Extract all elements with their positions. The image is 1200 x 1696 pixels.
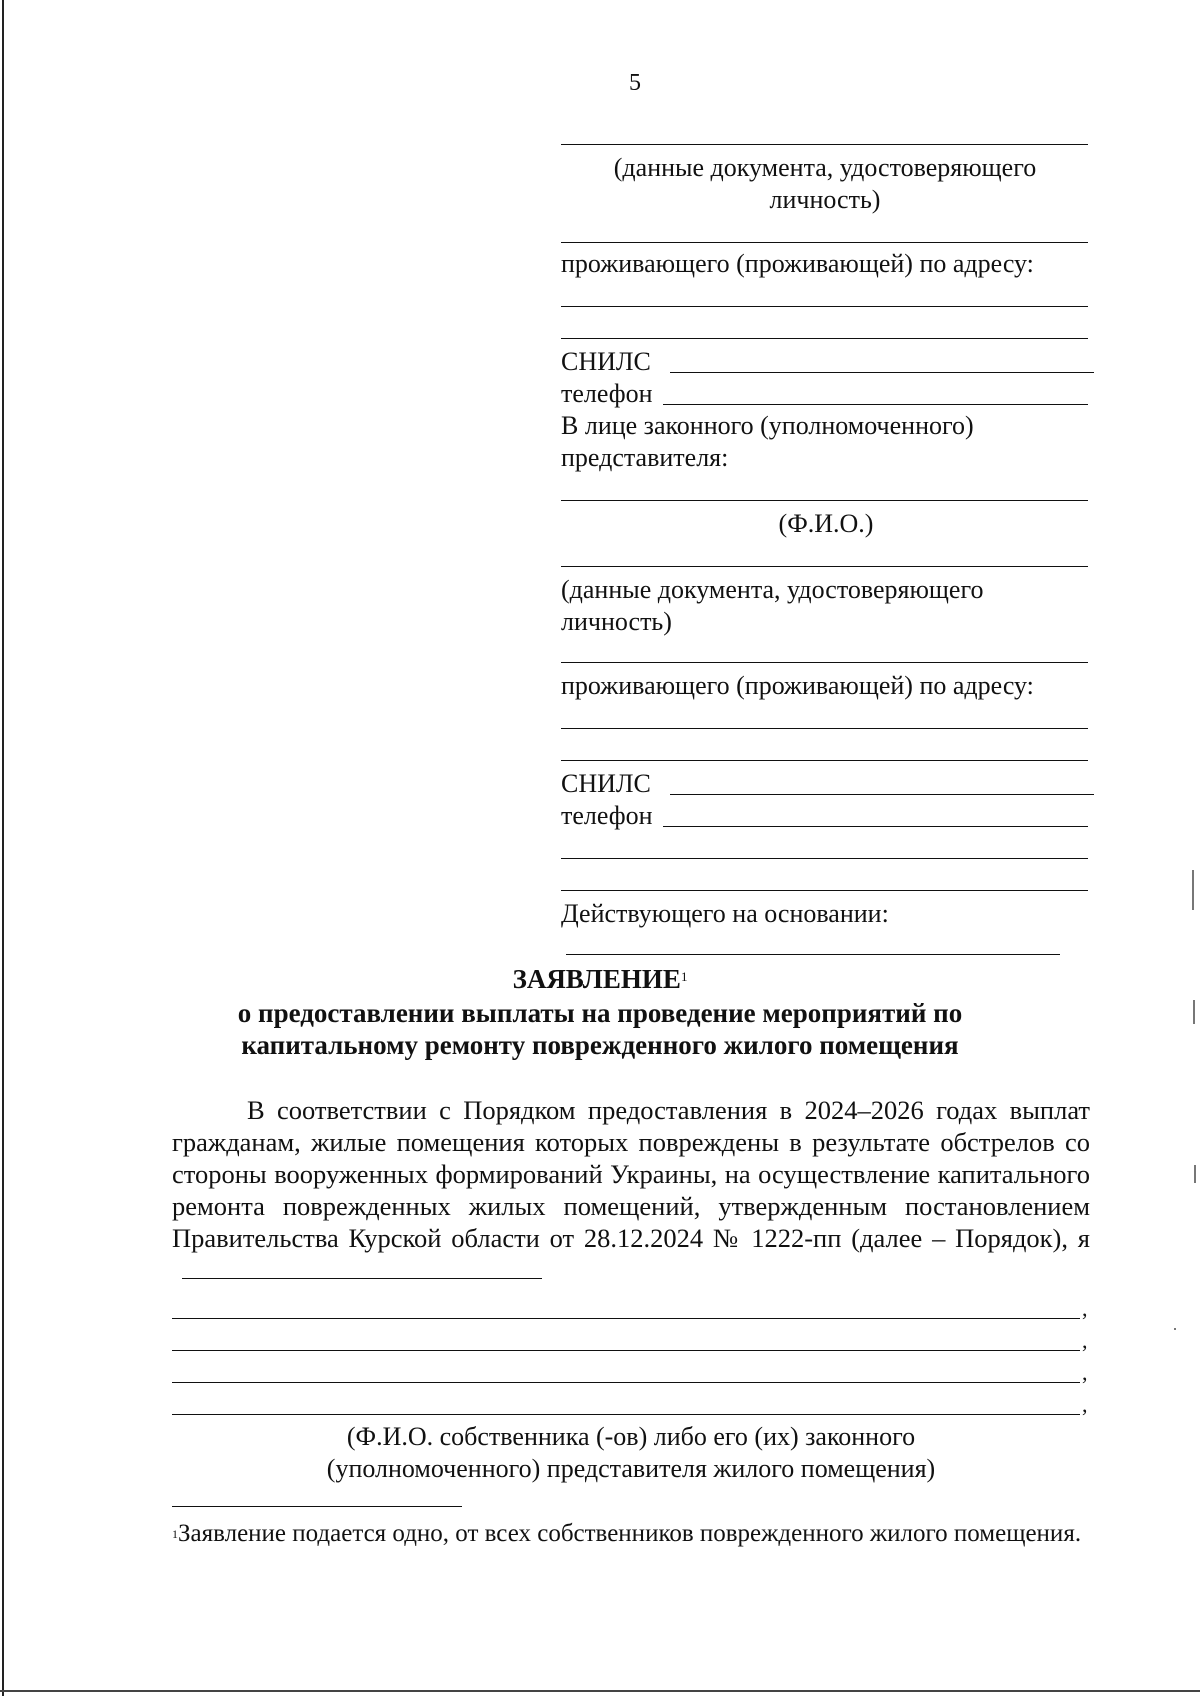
footnote-mark: 1 (172, 1527, 178, 1541)
title-footnote-mark: 1 (680, 969, 688, 984)
applicant-snils-label: СНИЛС (561, 347, 651, 376)
scan-speck (1174, 1328, 1176, 1330)
fill-line-representative-fio (561, 500, 1088, 501)
applicant-id-doc-caption: (данные документа, удостоверяющего личность) (613, 153, 1037, 214)
scan-edge-bottom (0, 1690, 1200, 1692)
owner-fill-line-4-comma: , (1082, 1392, 1088, 1417)
owner-fill-line-2-comma: , (1082, 1328, 1088, 1353)
applicant-phone-label: телефон (561, 379, 653, 408)
owner-fill-line-3 (172, 1382, 1080, 1383)
fill-line-applicant-address-2 (561, 338, 1088, 339)
document-subtitle-line-2: капитальному ремонту поврежденного жилого помещения (241, 1030, 959, 1060)
applicant-snils-line (670, 372, 1094, 373)
footnote (172, 1518, 1090, 1550)
document-subtitle-line-1: о предоставлении выплаты на проведение мероприятий по (237, 998, 963, 1028)
footnote-text: Заявление подается одно, от всех собственников поврежденного жилого помещения. (178, 1520, 1082, 1547)
applicant-phone-line (663, 404, 1088, 405)
owner-fill-line-3-comma: , (1082, 1360, 1088, 1385)
fill-line-applicant-top (561, 144, 1088, 145)
page-number: 5 (629, 70, 641, 96)
scan-edge-left (2, 0, 4, 1696)
representative-basis-label: Действующего на основании: (561, 899, 889, 928)
scan-speck (1194, 1165, 1196, 1183)
representative-fio-caption: (Ф.И.О.) (778, 509, 874, 538)
applicant-address-label: проживающего (проживающей) по адресу: (561, 249, 1034, 278)
representative-id-doc-caption: (данные документа, удостоверяющего личность) (561, 575, 984, 636)
document-title-text: ЗАЯВЛЕНИЕ (512, 964, 681, 994)
applicant-representative-label: В лице законного (уполномоченного) представителя: (561, 411, 974, 472)
fill-line-representative-address-1 (561, 728, 1088, 729)
owner-caption-line-2: (уполномоченного) представителя жилого помещения) (326, 1454, 936, 1483)
fill-line-representative-extra-1 (561, 858, 1088, 859)
body-paragraph-fill-line (182, 1256, 542, 1279)
fill-line-applicant-address-1 (561, 306, 1088, 307)
body-paragraph-text: В соответствии с Порядком предоставления в 2024–2026 годах выплат гражданам, жилые помещения которых повреждены в результате обстрелов со стороны вооруженных формирований Украины, на осуществление капитального ремонта поврежденных жилых помещений, утвержденным постановлением Правительства Курской области от 28.12.2024 № 1222-пп (далее – Порядок), я (172, 1095, 1090, 1253)
scan-speck (1192, 870, 1194, 910)
owner-fill-line-2 (172, 1350, 1080, 1351)
owner-caption-line-1: (Ф.И.О. собственника (-ов) либо его (их) законного (346, 1422, 916, 1451)
fill-line-representative-address-2 (561, 760, 1088, 761)
owner-fill-line-4 (172, 1414, 1080, 1415)
owner-fill-line-1-comma: , (1082, 1296, 1088, 1321)
fill-line-representative-id-doc-2 (561, 662, 1088, 663)
fill-line-representative-extra-2 (561, 890, 1088, 891)
footnote-separator (172, 1506, 462, 1507)
representative-phone-line (663, 826, 1088, 827)
owner-fill-line-1 (172, 1318, 1080, 1319)
representative-snils-line (670, 794, 1094, 795)
fill-line-applicant-id-doc (561, 242, 1088, 243)
fill-line-representative-basis (566, 954, 1060, 955)
representative-phone-label: телефон (561, 801, 653, 830)
scan-speck (1193, 1000, 1195, 1024)
document-title (0, 962, 1200, 996)
representative-address-label: проживающего (проживающей) по адресу: (561, 671, 1034, 700)
fill-line-representative-id-doc (561, 566, 1088, 567)
representative-snils-label: СНИЛС (561, 769, 651, 798)
body-paragraph (172, 1094, 1090, 1286)
